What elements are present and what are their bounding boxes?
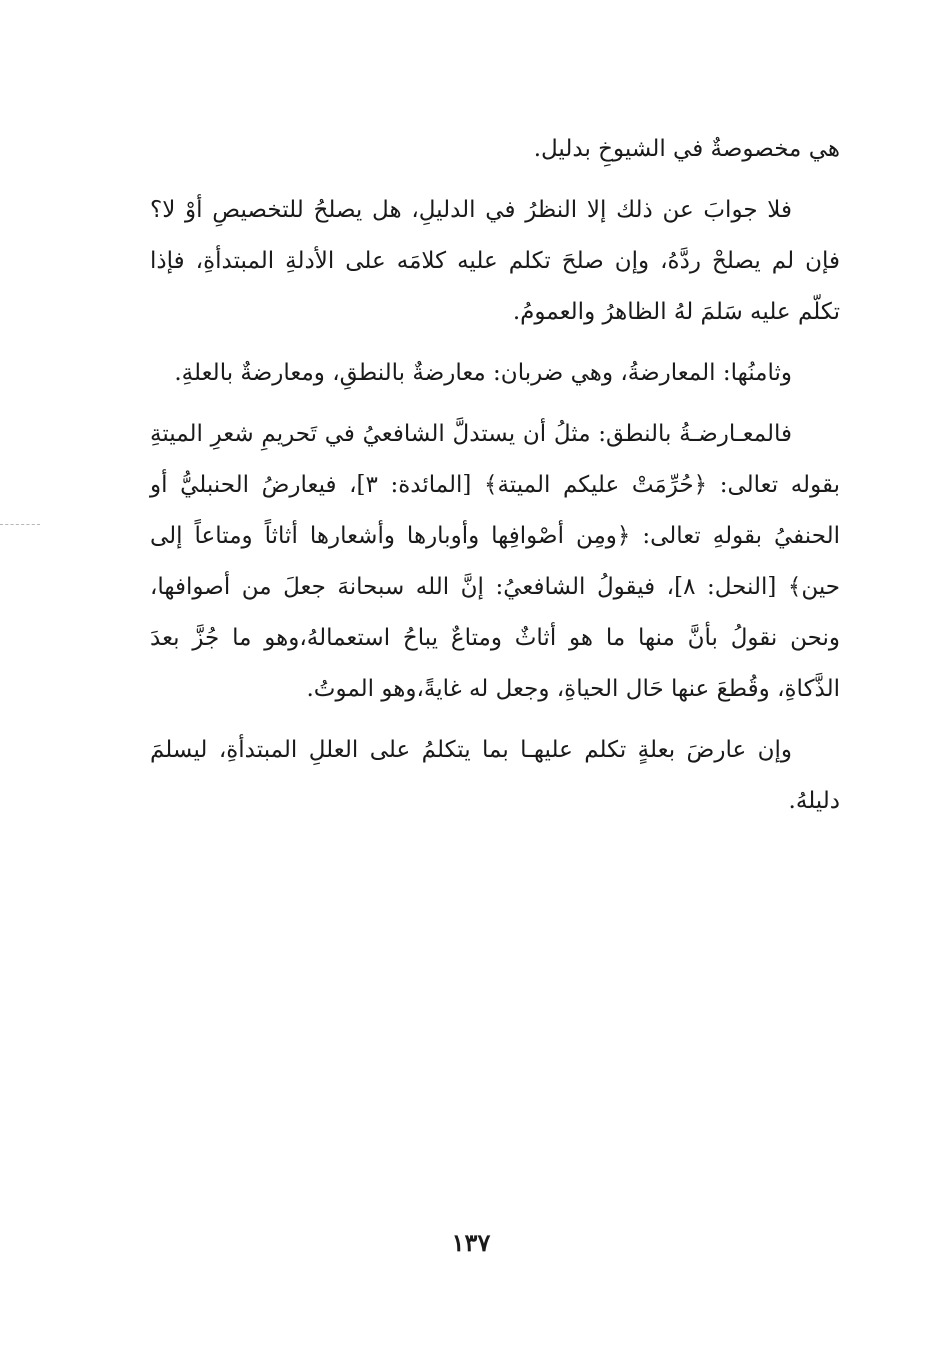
paragraph-2: فلا جوابَ عن ذلك إلا النظرُ في الدليلِ، هل يصلحُ للتخصيصِ أوْ لا؟ فإن لم يصلحْ ردَّهُ، وإن صلحَ تكلم عليه كلامَه على الأدلةِ المبتدأةِ، فإذا تكلّم عليه سَلمَ لهُ الظاهرُ والعمومُ.: [150, 197, 840, 325]
paragraph-5: وإن عارضَ بعلةٍ تكلم عليهـا بما يتكلمُ على العللِ المبتدأةِ، ليسلمَ دليلهُ.: [150, 737, 840, 814]
paragraph-4: فالمعـارضـةُ بالنطق: مثلُ أن يستدلَّ الشافعيُ في تَحريمِ شعرِ الميتةِ بقوله تعالى: ﴿حُرِّمَتْ عليكم الميتة﴾ [المائدة: ٣]، فيعارضُ الحنبليُّ أو الحنفيُ بقولهِ تعالى: ﴿ومِن أصْوافِها وأوبارها وأشعارها أثاثاً ومتاعاً إلى حين﴾ [النحل: ٨]، فيقولُ الشافعيُ: إنَّ الله سبحانهَ جعلَ من أصوافها، ونحن نقولُ بأنَّ منها ما هو أثاثٌ ومتاعٌ يباحُ استعمالهُ،وهو ما جُزَّ بعدَ الذَّكاةِ، وقُطعَ عنها حَال الحياةِ، وجعل له غايةً،وهو الموتُ.: [150, 421, 841, 702]
page-number: ١٣٧: [451, 1228, 491, 1257]
scan-margin-mark: [0, 524, 40, 525]
body-text: [150, 124, 840, 837]
paragraph-3: وثامنُها: المعارضةُ، وهي ضربان: معارضةٌ بالنطقِ، ومعارضةٌ بالعلةِ.: [174, 360, 792, 386]
paragraph-1: هي مخصوصةٌ في الشيوخِ بدليل.: [533, 136, 840, 162]
